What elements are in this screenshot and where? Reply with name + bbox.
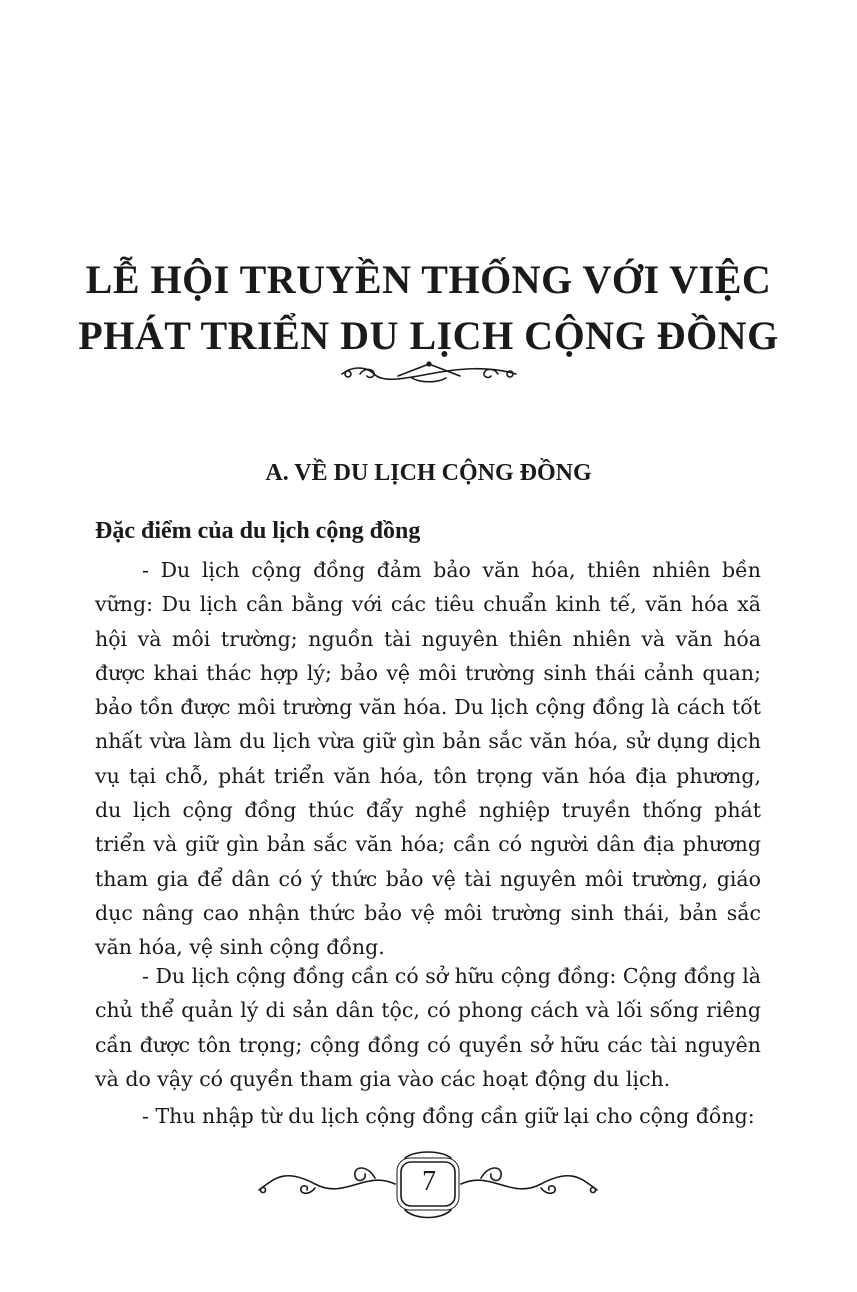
chapter-title [0, 252, 857, 364]
paragraph-1: - Du lịch cộng đồng đảm bảo văn hóa, thiên nhiên bền vững: Du lịch cân bằng với các tiêu chuẩn kinh tế, văn hóa xã hội và môi trường; nguồn tài nguyên thiên nhiên và văn hóa được khai thác hợp lý; bảo vệ môi trường sinh thái cảnh quan; bảo tồn được môi trường văn hóa. Du lịch cộng đồng là cách tốt nhất vừa làm du lịch vừa giữ gìn bản sắc văn hóa, sử dụng dịch vụ tại chỗ, phát triển văn hóa, tôn trọng văn hóa địa phương, du lịch cộng đồng thúc đẩy nghề nghiệp truyền thống phát triển và giữ gìn bản sắc văn hóa; cần có người dân địa phương tham gia để dân có ý thức bảo vệ tài nguyên môi trường, giáo dục nâng cao nhận thức bảo vệ môi trường sinh thái, bản sắc văn hóa, vệ sinh cộng đồng. [95, 558, 761, 960]
section-heading: A. VỀ DU LỊCH CỘNG ĐỒNG [265, 460, 592, 486]
chapter-title-line-2: PHÁT TRIỂN DU LỊCH CỘNG ĐỒNG [78, 313, 779, 358]
paragraph-2: - Du lịch cộng đồng cần có sở hữu cộng đồng: Cộng đồng là chủ thể quản lý di sản dân tộc, có phong cách và lối sống riêng cần được tôn trọng; cộng đồng có quyền sở hữu các tài nguyên và do vậy có quyền tham gia vào các hoạt động du lịch. [95, 964, 761, 1091]
chapter-title-line-1: LỄ HỘI TRUYỀN THỐNG VỚI VIỆC [85, 257, 772, 302]
flourish-divider-icon [338, 358, 520, 388]
paragraph-3: - Thu nhập từ du lịch cộng đồng cần giữ lại cho cộng đồng: [142, 1104, 755, 1128]
page-number: 7 [422, 1166, 436, 1197]
subheading: Đặc điểm của du lịch cộng đồng [95, 518, 421, 544]
